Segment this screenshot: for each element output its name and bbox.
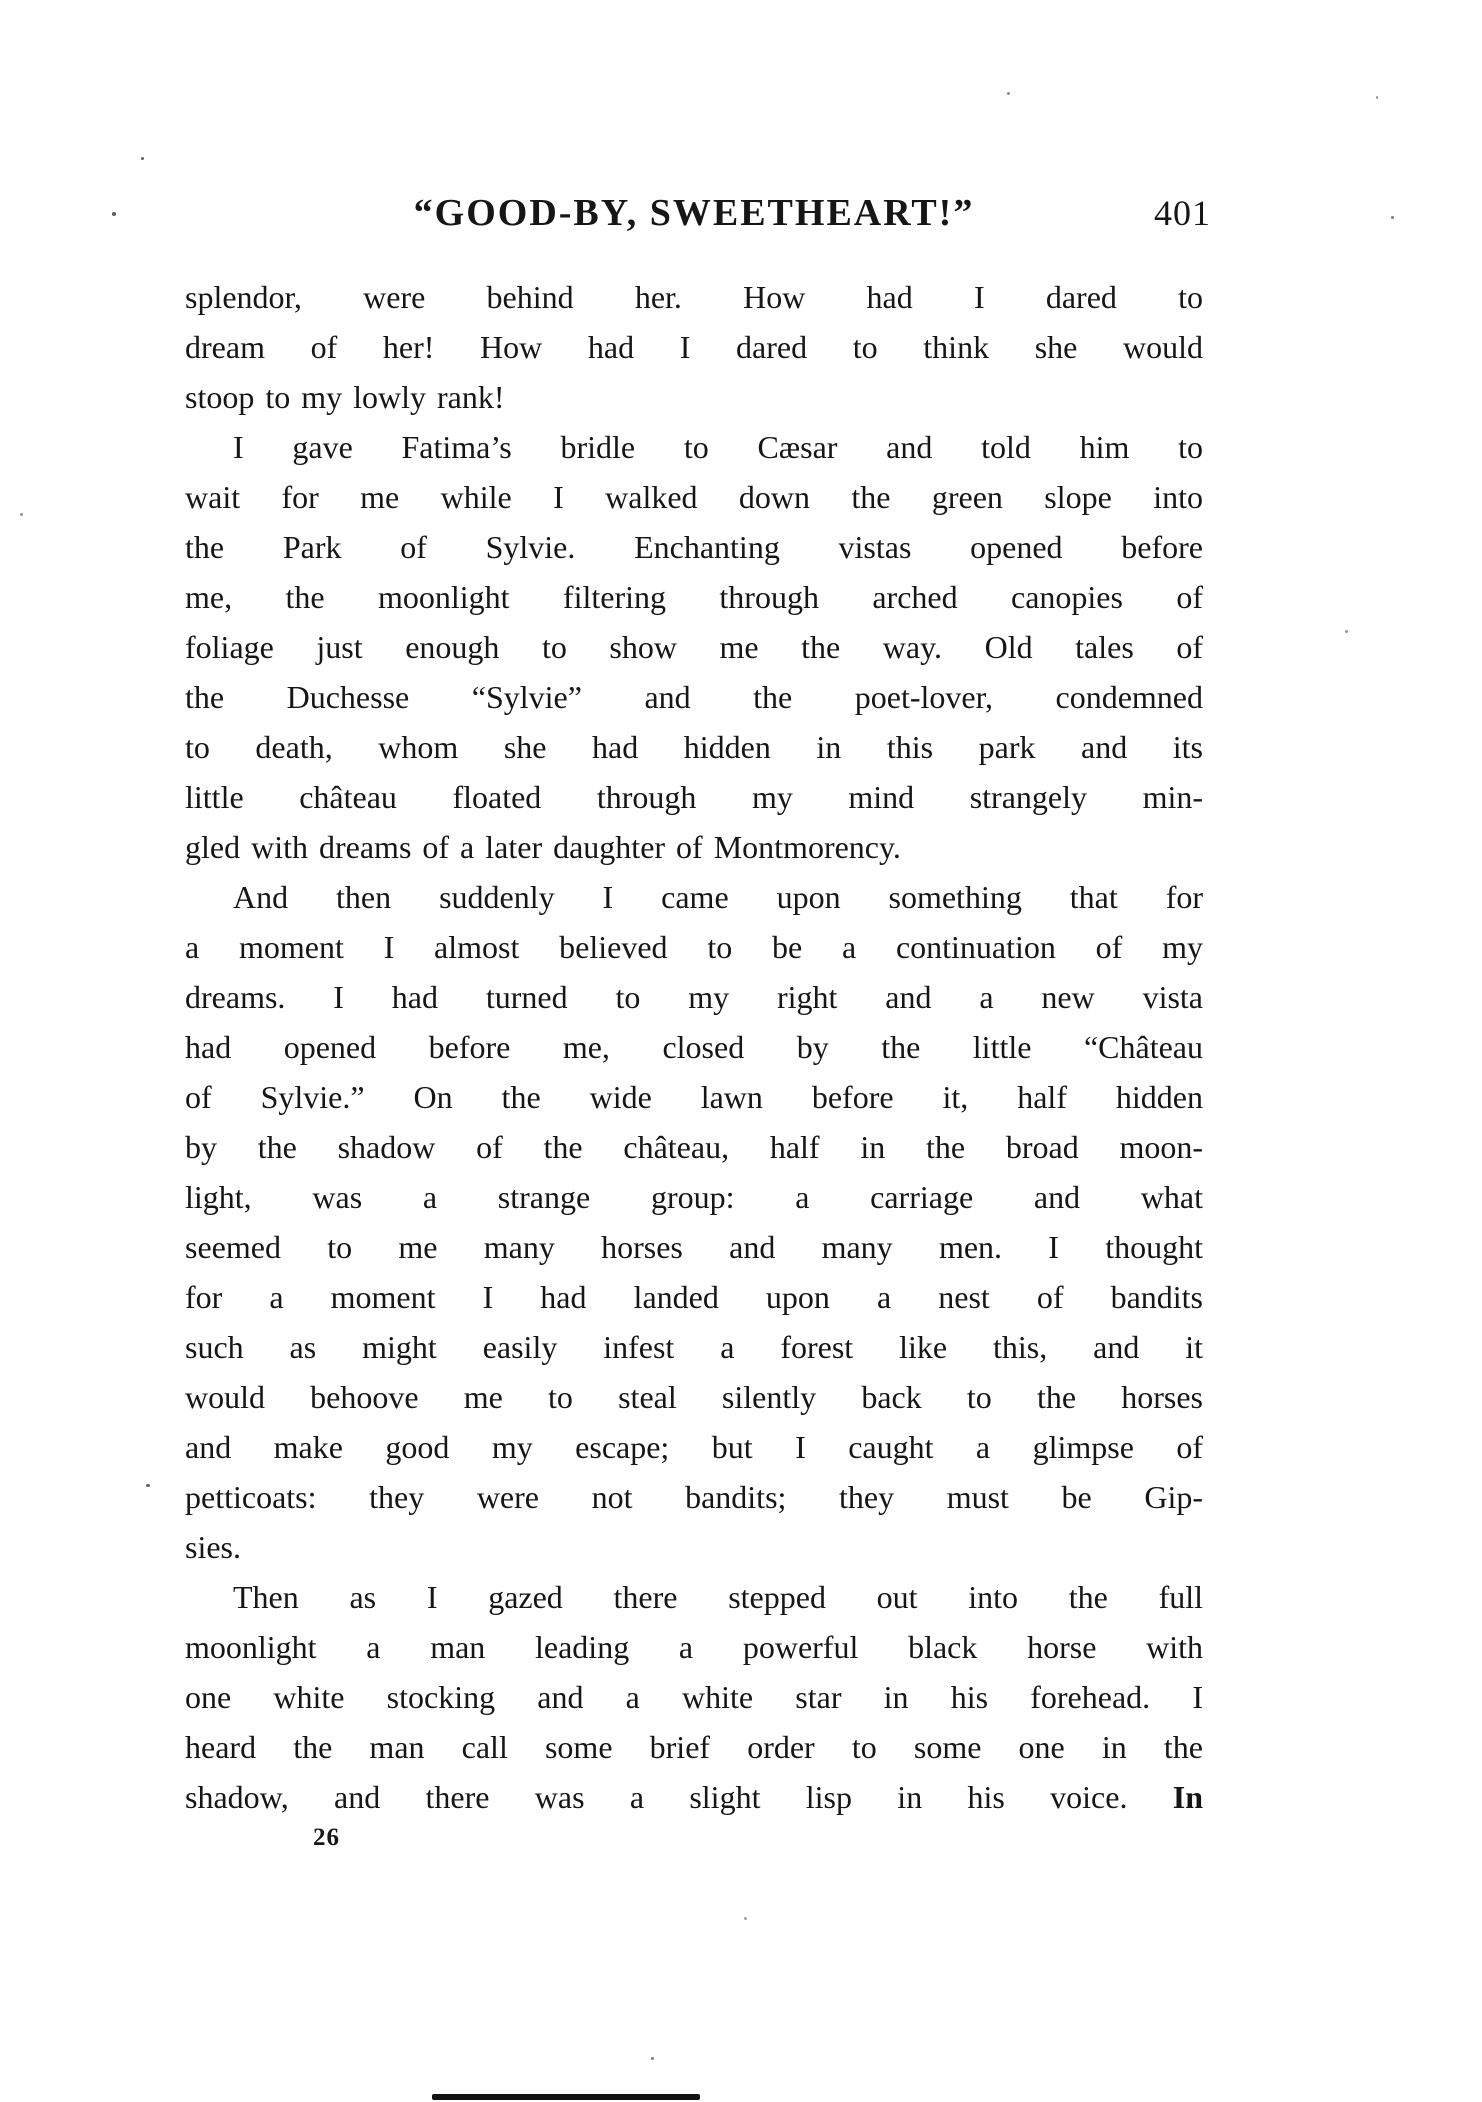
- scan-speck: [651, 2057, 654, 2060]
- running-head: [185, 190, 1211, 240]
- scan-speck: [1391, 216, 1394, 219]
- text-line: light, was a strange group: a carriage and what: [185, 1179, 1203, 1215]
- scan-artifact-line: [432, 2094, 700, 2100]
- text-line: the Park of Sylvie. Enchanting vistas opened before: [185, 529, 1203, 565]
- scan-speck: [146, 1484, 150, 1487]
- signature-mark: 26: [313, 1824, 340, 1851]
- text-body: [185, 272, 1203, 1822]
- text-line: I gave Fatima’s bridle to Cæsar and told him to: [233, 429, 1203, 465]
- scan-speck: [20, 513, 23, 516]
- text-line: would behoove me to steal silently back to the horses: [185, 1379, 1203, 1415]
- text-line: for a moment I had landed upon a nest of bandits: [185, 1279, 1203, 1315]
- scan-speck: [1376, 96, 1378, 99]
- text-line: Then as I gazed there stepped out into the full: [233, 1579, 1203, 1615]
- text-line: moonlight a man leading a powerful black horse with: [185, 1629, 1203, 1665]
- text-line: and make good my escape; but I caught a glimpse of: [185, 1429, 1203, 1465]
- text-line: one white stocking and a white star in his forehead. I: [185, 1679, 1203, 1715]
- scan-speck: [112, 212, 116, 216]
- text-line: petticoats: they were not bandits; they must be Gip-: [185, 1479, 1203, 1515]
- text-line: foliage just enough to show me the way. Old tales of: [185, 629, 1203, 665]
- text-line: such as might easily infest a forest like this, and it: [185, 1329, 1203, 1365]
- text-line: splendor, were behind her. How had I dared to: [185, 279, 1203, 315]
- text-line: me, the moonlight filtering through arched canopies of: [185, 579, 1203, 615]
- text-line: by the shadow of the château, half in the broad moon-: [185, 1129, 1203, 1165]
- text-line: stoop to my lowly rank!: [185, 379, 505, 415]
- page-number: 401: [1154, 193, 1211, 233]
- scan-speck: [141, 157, 144, 160]
- text-line: a moment I almost believed to be a continuation of my: [185, 929, 1203, 965]
- text-line: had opened before me, closed by the little “Château: [185, 1029, 1203, 1065]
- text-line: shadow, and there was a slight lisp in his voice. In: [185, 1779, 1204, 1815]
- text-line: wait for me while I walked down the green slope into: [185, 479, 1203, 515]
- scan-speck: [1007, 92, 1010, 95]
- text-line: of Sylvie.” On the wide lawn before it, half hidden: [185, 1079, 1203, 1115]
- text-line: seemed to me many horses and many men. I thought: [185, 1229, 1203, 1265]
- text-line: heard the man call some brief order to some one in the: [185, 1729, 1203, 1765]
- text-line: little château floated through my mind strangely min-: [185, 779, 1203, 815]
- text-line: to death, whom she had hidden in this park and its: [185, 729, 1203, 765]
- text-line: dream of her! How had I dared to think she would: [185, 329, 1203, 365]
- text-line: the Duchesse “Sylvie” and the poet-lover, condemned: [185, 679, 1203, 715]
- text-line: And then suddenly I came upon something that for: [233, 879, 1203, 915]
- text-line: dreams. I had turned to my right and a new vista: [185, 979, 1203, 1015]
- catchword: In: [1172, 1779, 1204, 1815]
- scan-speck: [1345, 630, 1348, 633]
- text-line: sies.: [185, 1529, 241, 1565]
- text-line: gled with dreams of a later daughter of Montmorency.: [185, 829, 901, 865]
- scan-speck: [744, 1917, 747, 1920]
- running-head-title: “GOOD-BY, SWEETHEART!”: [413, 192, 975, 234]
